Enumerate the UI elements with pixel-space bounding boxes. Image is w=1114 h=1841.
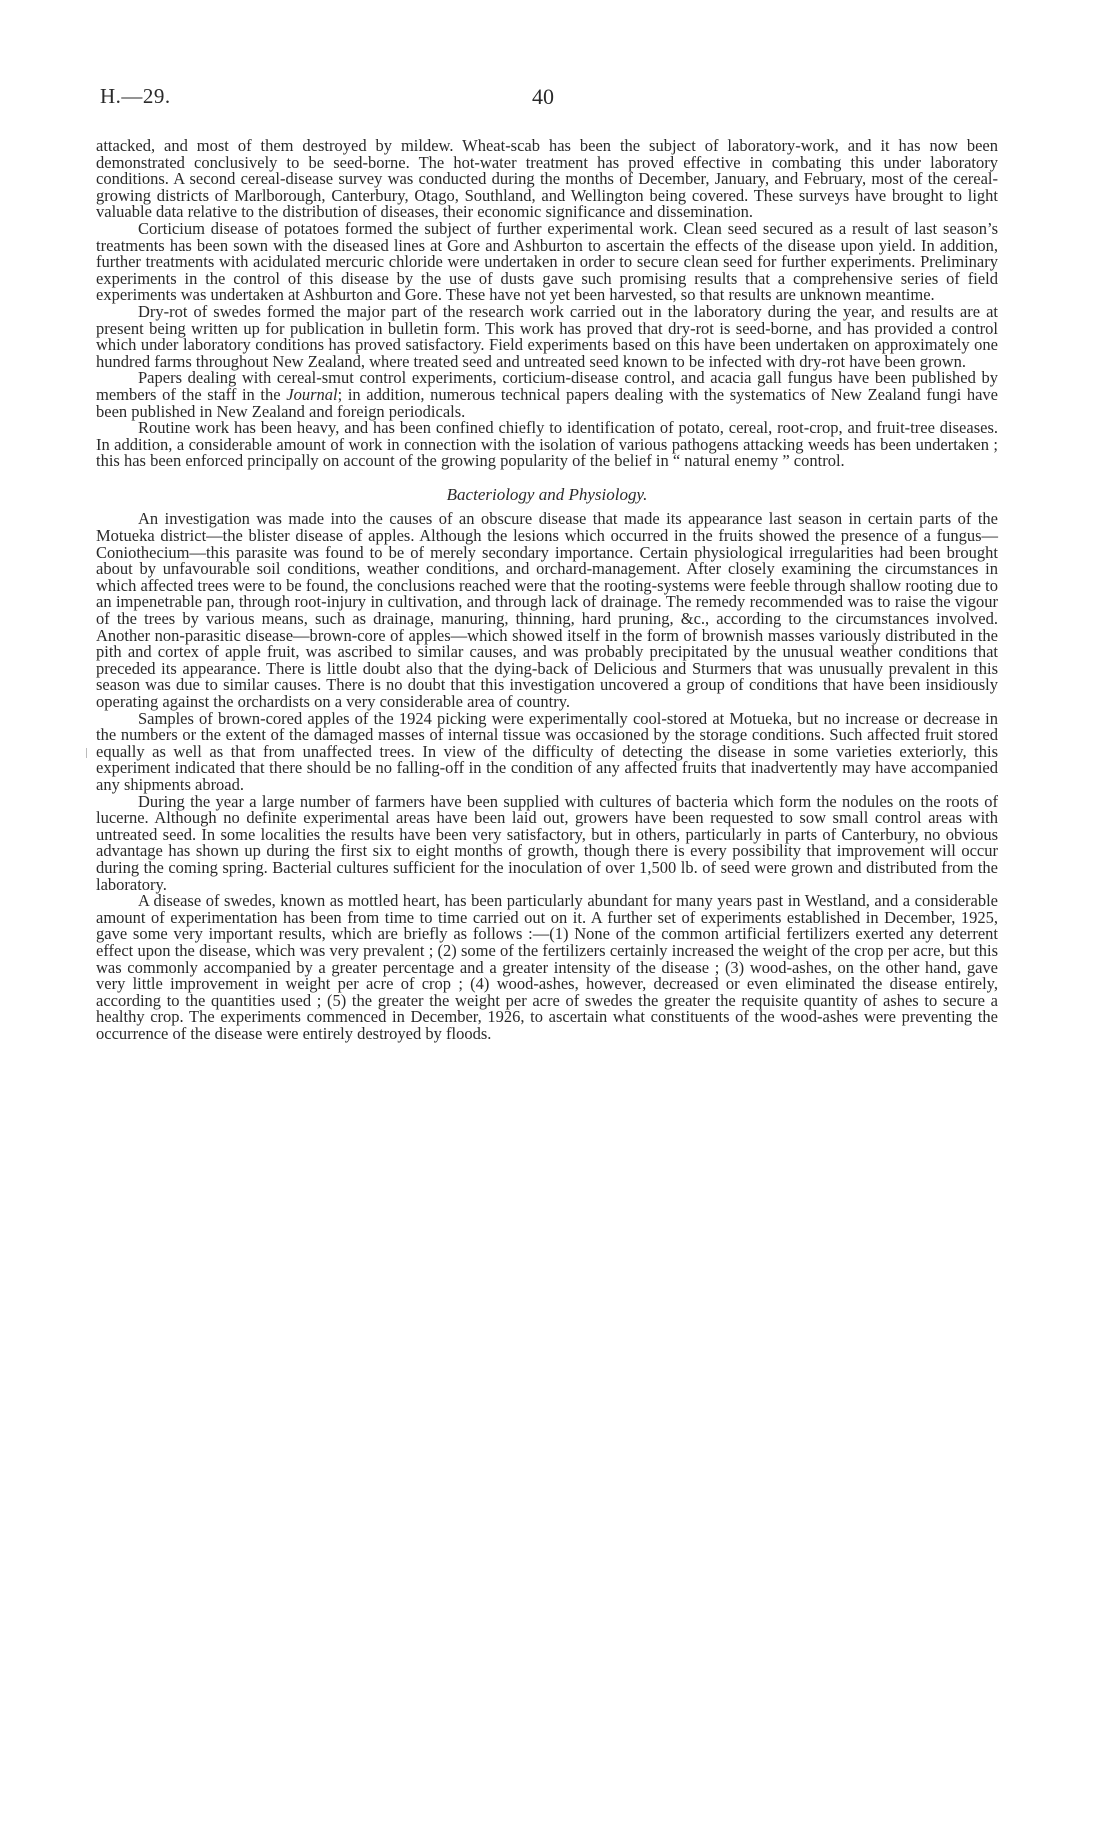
paragraph-journal (96, 370, 998, 420)
body-text (96, 138, 998, 1042)
paragraph: Routine work has been heavy, and has been confined chiefly to identification of potato, cereal, root-crop, and fruit-tree diseases. In addition, a considerable amount of work in connection with the isolation of various pathogens attacking weeds has been undertaken ; this has been enforced principally on account of the growing popularity of the belief in “ natural enemy ” control. (96, 418, 998, 471)
journal-title: Journal (286, 384, 338, 404)
document-reference: H.—29. (100, 84, 171, 108)
paragraph: Corticium disease of potatoes formed the subject of further experimental work. Clean seed secured as a result of last season’s treatments has been sown with the diseased lines at Gore and Ashburton to ascertain the effects of the disease upon yield. In addition, further treatments with acidulated mercuric chloride were undertaken in order to secure clean seed for further experiments. Preliminary experiments in the control of this disease by the use of dusts gave such promising results that a comprehensive series of field experiments was undertaken at Ashburton and Gore. These have not yet been harvested, so that results are unknown meantime. (96, 218, 998, 305)
section-heading: Bacteriology and Physiology. (446, 484, 648, 504)
page-header (100, 84, 1000, 114)
journal-text-after: ; in addition, numerous technical papers dealing with the systematics of New Zealand fungi have been published in New Zealand and foreign periodicals. (96, 384, 998, 421)
paragraph: Samples of brown-cored apples of the 1924 picking were experimentally cool-stored at Motueka, but no increase or decrease in the numbers or the extent of the damaged masses of internal tissue was occasioned by the storage conditions. Such affected fruit stored equally as well as that from unaffected trees. In view of the difficulty of detecting the disease in some varieties exteriorly, this experiment indicated that there should be no falling-off in the condition of any affected fruits that inadvertently may have accompanied any shipments abroad. (96, 708, 998, 794)
page-number: 40 (532, 84, 554, 109)
margin-mark (86, 748, 87, 758)
journal-text-before: Papers dealing with cereal-smut control experiments, corticium-disease control, and acacia gall fungus have been published by members of the staff in the (96, 368, 998, 404)
paragraph: attacked, and most of them destroyed by mildew. Wheat-scab has been the subject of laboratory-work, and it has now been demonstrated conclusively to be seed-borne. The hot-water treatment has proved effective in combating this under laboratory conditions. A second cereal-disease survey was conducted during the months of December, January, and February, most of the cereal-growing districts of Marlborough, Canterbury, Otago, Southland, and Wellington being covered. These surveys have brought to light valuable data relative to the distribution of diseases, their economic significance and dissemination. (96, 136, 998, 222)
paragraph: During the year a large number of farmers have been supplied with cultures of bacteria which form the nodules on the roots of lucerne. Although no definite experimental areas have been laid out, growers have been requested to sow small control areas with untreated seed. In some localities the results have been very satisfactory, but in others, particularly in parts of Canterbury, no obvious advantage has shown up during the first six to eight months of growth, though there is every possibility that improvement will occur during the coming spring. Bacterial cultures sufficient for the inoculation of over 1,500 lb. of seed were grown and distributed from the laboratory. (96, 791, 998, 894)
paragraph: Dry-rot of swedes formed the major part of the research work carried out in the laboratory during the year, and results are at present being written up for publication in bulletin form. This work has proved that dry-rot is seed-borne, and has provided a control which under laboratory conditions has proved satisfactory. Field experiments based on this have been undertaken on approximately one hundred farms throughout New Zealand, where treated seed and untreated seed known to be infected with dry-rot have been grown. (96, 301, 998, 371)
paragraph: A disease of swedes, known as mottled heart, has been particularly abundant for many years past in Westland, and a considerable amount of experimentation has been from time to time carried out on it. A further set of experiments established in December, 1925, gave some very important results, which are briefly as follows :—(1) None of the common artificial fertilizers exerted any deterrent effect upon the disease, which was very prevalent ; (2) some of the fertilizers certainly increased the weight of the crop per acre, but this was commonly accompanied by a greater percentage and a greater intensity of the disease ; (3) wood-ashes, on the other hand, gave very little improvement in weight per acre of crop ; (4) wood-ashes, however, decreased or even eliminated the disease entirely, according to the quantities used ; (5) the greater the weight per acre of swedes the greater the requisite quantity of ashes to secure a healthy crop. The experiments commenced in December, 1926, to ascertain what constituents of the wood-ashes were preventing the occurrence of the disease were entirely destroyed by floods. (96, 891, 998, 1043)
paragraph: An investigation was made into the causes of an obscure disease that made its appearance last season in certain parts of the Motueka district—the blister disease of apples. Although the lesions which occurred in the fruits showed the presence of a fungus—Coniothecium—this parasite was found to be of merely secondary importance. Certain physiological irregularities had been brought about by unfavourable soil conditions, weather conditions, and orchard-management. After closely examining the circumstances in which affected trees were to be found, the conclusions reached were that the rooting-systems were feeble through shallow rooting due to an impenetrable pan, through root-injury in cultivation, and through lack of drainage. The remedy recommended was to raise the vigour of the trees by various means, such as drainage, manuring, thinning, hard pruning, &c., according to the circumstances involved. Another non-parasitic disease—brown-core of apples—which showed itself in the form of brownish masses variously distributed in the pith and cortex of apple fruit, was ascribed to similar causes, and was probably precipitated by the unusual weather conditions that preceded its appearance. There is little doubt also that the dying-back of Delicious and Sturmers that was unusually prevalent in this season was due to similar causes. There is no doubt that this investigation uncovered a group of conditions that have been insidiously operating against the orchardists on a very considerable area of country. (96, 509, 998, 711)
